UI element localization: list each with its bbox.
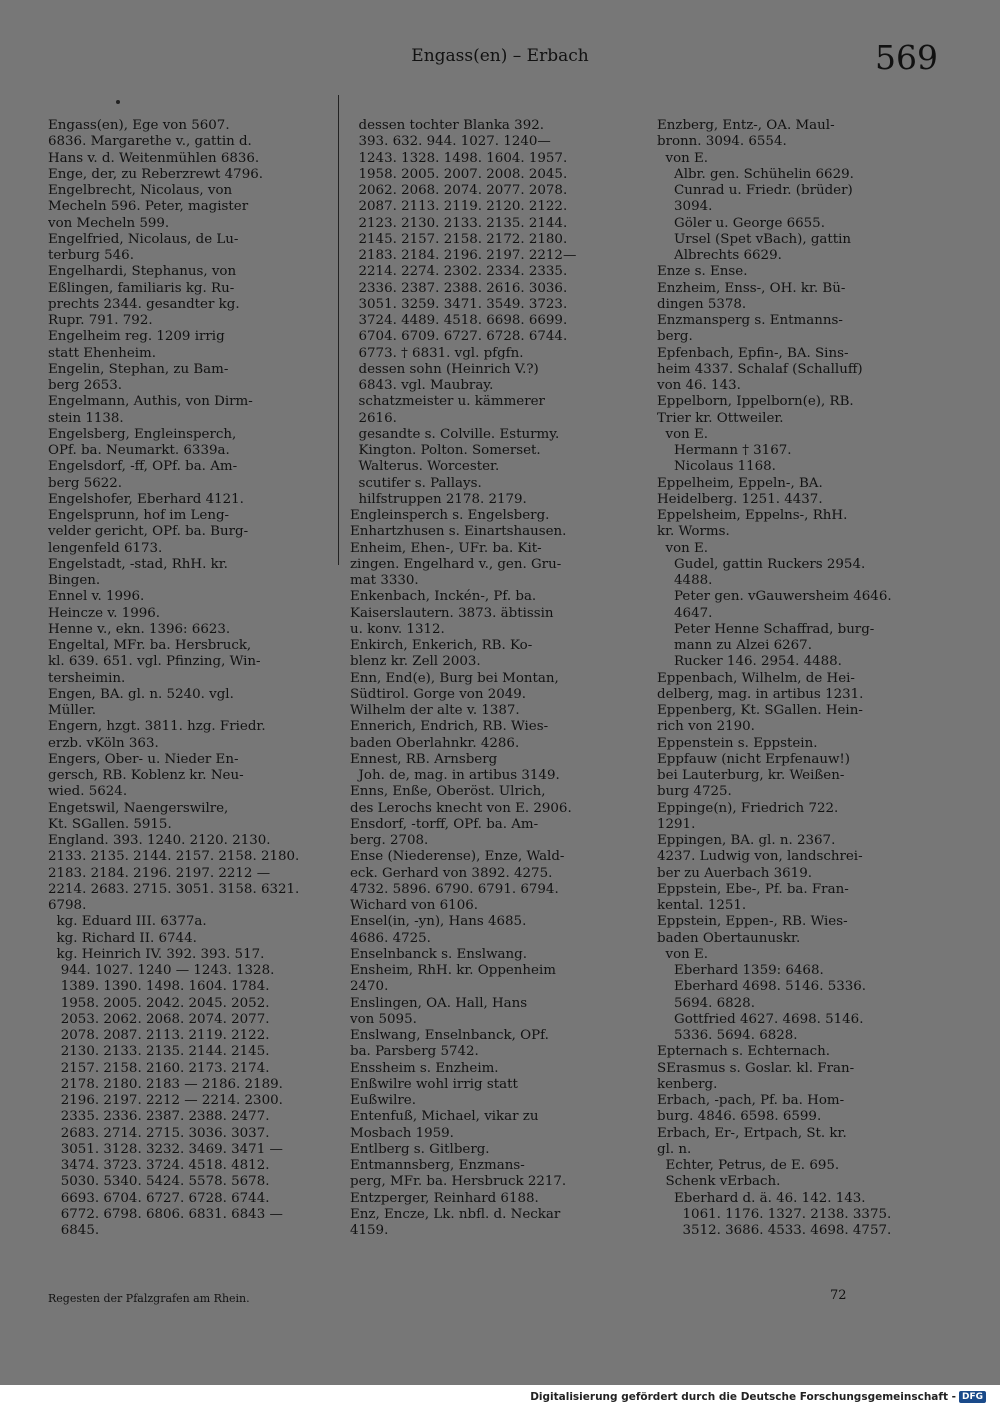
index-column-2: [350, 118, 628, 1239]
index-line: Schenk vErbach.: [657, 1174, 781, 1190]
index-line: Kaiserslautern. 3873. äbtissin: [350, 605, 554, 621]
index-line: Engers, Ober- u. Nieder En-: [48, 751, 239, 767]
index-line: kl. 639. 651. vgl. Pfinzing, Win-: [48, 654, 261, 670]
index-line: terburg 546.: [48, 248, 134, 263]
index-line: 1958. 2005. 2007. 2008. 2045.: [350, 166, 568, 182]
index-line: 6773. † 6831. vgl. pfgfn.: [350, 345, 524, 361]
index-line: 2053. 2062. 2068. 2074. 2077.: [48, 1011, 270, 1027]
index-line: Engelsberg, Engleinsperch,: [48, 426, 237, 442]
index-line: Eppenstein s. Eppstein.: [657, 735, 818, 751]
index-line: OPf. ba. Neumarkt. 6339a.: [48, 443, 230, 458]
index-line: kg. Eduard III. 6377a.: [48, 914, 207, 930]
index-line: Ensel(in, -yn), Hans 4685.: [350, 914, 527, 930]
index-line: perg, MFr. ba. Hersbruck 2217.: [350, 1174, 567, 1190]
index-line: Eppelborn, Ippelborn(e), RB.: [657, 394, 854, 410]
index-line: 5336. 5694. 6828.: [657, 1028, 798, 1043]
index-line: zingen. Engelhard v., gen. Gru-: [350, 556, 562, 572]
index-line: ber zu Auerbach 3619.: [657, 865, 812, 881]
index-line: 2683. 2714. 2715. 3036. 3037.: [48, 1125, 270, 1141]
index-line: Hermann † 3167.: [657, 443, 792, 458]
index-line: 5030. 5340. 5424. 5578. 5678.: [48, 1174, 270, 1190]
index-line: lengenfeld 6173.: [48, 540, 163, 556]
index-line: Enßwilre wohl irrig statt: [350, 1076, 518, 1092]
index-line: 1291.: [657, 816, 696, 832]
digitization-credit: [530, 1391, 986, 1403]
index-line: Engelfried, Nicolaus, de Lu-: [48, 231, 239, 247]
index-line: burg 4725.: [657, 784, 732, 800]
index-line: 6704. 6709. 6727. 6728. 6744.: [350, 329, 568, 345]
index-line: 1958. 2005. 2042. 2045. 2052.: [48, 995, 270, 1011]
index-line: 6836. Margarethe v., gattin d.: [48, 134, 252, 150]
index-line: 6843. vgl. Maubray.: [350, 378, 494, 393]
index-line: 1243. 1328. 1498. 1604. 1957.: [350, 150, 568, 166]
index-line: 1389. 1390. 1498. 1604. 1784.: [48, 979, 270, 995]
index-line: kg. Richard II. 6744.: [48, 930, 197, 946]
index-line: Enzmansperg s. Entmanns-: [657, 313, 843, 328]
index-line: Engass(en), Ege von 5607.: [48, 118, 230, 133]
index-line: baden Oberlahnkr. 4286.: [350, 735, 520, 751]
index-line: 6693. 6704. 6727. 6728. 6744.: [48, 1190, 270, 1206]
index-line: Hans v. d. Weitenmühlen 6836.: [48, 150, 260, 166]
index-line: 2335. 2336. 2387. 2388. 2477.: [48, 1109, 270, 1125]
index-line: Enzberg, Entz-, OA. Maul-: [657, 118, 835, 133]
index-line: von 46. 143.: [657, 378, 741, 393]
index-line: Eppinge(n), Friedrich 722.: [657, 800, 839, 816]
index-line: 4237. Ludwig von, landschrei-: [657, 849, 863, 865]
index-line: Albrechts 6629.: [657, 248, 782, 263]
index-line: Gudel, gattin Ruckers 2954.: [657, 556, 866, 572]
index-line: prechts 2344. gesandter kg.: [48, 296, 240, 312]
index-line: des Lerochs knecht von E. 2906.: [350, 800, 572, 816]
index-line: Eppstein, Eppen-, RB. Wies-: [657, 914, 848, 930]
index-line: Erbach, -pach, Pf. ba. Hom-: [657, 1093, 845, 1108]
index-line: Eberhard 1359: 6468.: [657, 963, 824, 978]
index-line: 5694. 6828.: [657, 995, 755, 1011]
index-line: von E.: [657, 150, 709, 166]
index-line: 2183. 2184. 2196. 2197. 2212 —: [48, 865, 271, 881]
index-line: u. konv. 1312.: [350, 621, 445, 637]
index-line: ba. Parsberg 5742.: [350, 1044, 479, 1060]
index-line: Eppenbach, Wilhelm, de Hei-: [657, 670, 855, 686]
page-number: 569: [875, 38, 938, 77]
index-line: 6798.: [48, 898, 87, 913]
index-line: Engelshofer, Eberhard 4121.: [48, 491, 244, 507]
index-line: Kt. SGallen. 5915.: [48, 816, 172, 832]
index-line: Südtirol. Gorge von 2049.: [350, 686, 527, 702]
index-line: Engelin, Stephan, zu Bam-: [48, 361, 229, 377]
index-line: Wichard von 6106.: [350, 898, 478, 913]
index-line: dessen tochter Blanka 392.: [350, 118, 544, 133]
index-line: Engelstadt, -stad, RhH. kr.: [48, 556, 228, 572]
index-line: Albr. gen. Schühelin 6629.: [657, 166, 854, 182]
index-line: Engen, BA. gl. n. 5240. vgl.: [48, 686, 234, 702]
index-line: Engelsprunn, hof im Leng-: [48, 508, 230, 523]
index-line: kg. Heinrich IV. 392. 393. 517.: [48, 946, 265, 962]
index-line: Enhartzhusen s. Einartshausen.: [350, 524, 567, 540]
index-line: hilfstruppen 2178. 2179.: [350, 491, 527, 507]
index-line: Enge, der, zu Reberzrewt 4796.: [48, 166, 264, 182]
index-column-3: [657, 118, 935, 1239]
index-line: Engeltal, MFr. ba. Hersbruck,: [48, 638, 252, 653]
index-line: 2616.: [350, 410, 397, 426]
index-line: 2157. 2158. 2160. 2173. 2174.: [48, 1060, 270, 1076]
index-line: 3474. 3723. 3724. 4518. 4812.: [48, 1158, 270, 1173]
index-line: delberg, mag. in artibus 1231.: [657, 686, 864, 702]
index-line: gesandte s. Colville. Esturmy.: [350, 426, 560, 442]
index-line: 4686. 4725.: [350, 930, 431, 946]
index-line: eck. Gerhard von 3892. 4275.: [350, 865, 553, 881]
index-line: Rucker 146. 2954. 4488.: [657, 654, 842, 670]
index-line: berg.: [657, 329, 693, 345]
index-line: Enslwang, Enselnbanck, OPf.: [350, 1028, 549, 1043]
index-line: von Mecheln 599.: [48, 215, 170, 231]
index-line: blenz kr. Zell 2003.: [350, 654, 481, 670]
index-line: Eppelsheim, Eppelns-, RhH.: [657, 508, 848, 523]
index-line: Mosbach 1959.: [350, 1125, 454, 1141]
index-line: 3051. 3128. 3232. 3469. 3471 —: [48, 1141, 283, 1157]
index-line: 2214. 2683. 2715. 3051. 3158. 6321.: [48, 881, 300, 897]
index-line: Engelmann, Authis, von Dirm-: [48, 394, 253, 410]
index-line: 6772. 6798. 6806. 6831. 6843 —: [48, 1206, 283, 1222]
footer-source: Regesten der Pfalzgrafen am Rhein.: [48, 1292, 250, 1305]
index-line: heim 4337. Schalaf (Schalluff): [657, 361, 863, 377]
index-line: dessen sohn (Heinrich V.?): [350, 361, 539, 377]
index-line: Ensheim, RhH. kr. Oppenheim: [350, 963, 556, 978]
index-line: Eppelheim, Eppeln-, BA.: [657, 475, 823, 491]
index-line: bei Lauterburg, kr. Weißen-: [657, 768, 845, 783]
index-line: 3724. 4489. 4518. 6698. 6699.: [350, 313, 568, 328]
page-header-title: Engass(en) – Erbach: [411, 46, 589, 66]
index-line: SErasmus s. Goslar. kl. Fran-: [657, 1060, 855, 1076]
index-line: Engelheim reg. 1209 irrig: [48, 329, 225, 345]
index-line: velder gericht, OPf. ba. Burg-: [48, 524, 249, 540]
index-line: gersch, RB. Koblenz kr. Neu-: [48, 768, 244, 783]
index-line: Ursel (Spet vBach), gattin: [657, 231, 852, 247]
index-line: Heincze v. 1996.: [48, 605, 161, 621]
index-line: 2178. 2180. 2183 — 2186. 2189.: [48, 1076, 283, 1092]
index-line: Peter Henne Schaffrad, burg-: [657, 621, 875, 637]
index-line: kental. 1251.: [657, 898, 747, 913]
index-line: Cunrad u. Friedr. (brüder): [657, 183, 853, 198]
index-line: burg. 4846. 6598. 6599.: [657, 1109, 822, 1125]
index-line: berg 5622.: [48, 475, 123, 491]
index-line: Enze s. Ense.: [657, 264, 748, 280]
index-line: Entenfuß, Michael, vikar zu: [350, 1109, 539, 1125]
index-line: gl. n.: [657, 1141, 692, 1157]
stray-mark: [116, 100, 120, 104]
index-line: Eberhard d. ä. 46. 142. 143.: [657, 1190, 866, 1206]
index-line: 1061. 1176. 1327. 2138. 3375.: [657, 1206, 892, 1222]
dfg-logo: DFG: [959, 1391, 986, 1403]
index-line: mat 3330.: [350, 573, 419, 588]
index-line: Enns, Enße, Oberöst. Ulrich,: [350, 784, 546, 800]
index-line: stein 1138.: [48, 410, 124, 426]
index-line: Eußwilre.: [350, 1093, 416, 1108]
index-line: 2145. 2157. 2158. 2172. 2180.: [350, 231, 568, 247]
index-line: 2214. 2274. 2302. 2334. 2335.: [350, 264, 568, 280]
index-line: 4488.: [657, 573, 713, 588]
index-line: tersheimin.: [48, 670, 126, 686]
index-line: 944. 1027. 1240 — 1243. 1328.: [48, 963, 275, 978]
index-line: Ennest, RB. Arnsberg: [350, 751, 498, 767]
index-line: Enslingen, OA. Hall, Hans: [350, 995, 528, 1011]
index-line: 2183. 2184. 2196. 2197. 2212—: [350, 248, 577, 263]
index-line: Enkenbach, Inckén-, Pf. ba.: [350, 589, 537, 605]
index-line: 2196. 2197. 2212 — 2214. 2300.: [48, 1093, 283, 1108]
column-divider: [338, 95, 339, 565]
index-line: 4159.: [350, 1223, 389, 1238]
index-line: 6845.: [48, 1223, 100, 1238]
index-line: schatzmeister u. kämmerer: [350, 394, 545, 410]
index-line: Trier kr. Ottweiler.: [657, 410, 784, 426]
index-line: 3512. 3686. 4533. 4698. 4757.: [657, 1223, 892, 1238]
index-line: Engelhardi, Stephanus, von: [48, 264, 237, 280]
index-line: Eppingen, BA. gl. n. 2367.: [657, 833, 836, 848]
index-line: von E.: [657, 540, 709, 556]
index-line: Gottfried 4627. 4698. 5146.: [657, 1011, 864, 1027]
index-line: dingen 5378.: [657, 296, 747, 312]
index-line: Enz, Encze, Lk. nbfl. d. Neckar: [350, 1206, 561, 1222]
index-line: von E.: [657, 426, 709, 442]
index-line: erzb. vKöln 363.: [48, 735, 159, 751]
index-line: Engelsdorf, -ff, OPf. ba. Am-: [48, 459, 238, 475]
index-line: Engetswil, Naengerswilre,: [48, 800, 229, 816]
index-line: Mecheln 596. Peter, magister: [48, 199, 249, 215]
index-line: Nicolaus 1168.: [657, 459, 776, 475]
footer-sheet-number: 72: [830, 1288, 847, 1303]
index-line: 4647.: [657, 605, 713, 621]
index-line: Joh. de, mag. in artibus 3149.: [350, 768, 560, 783]
index-line: kr. Worms.: [657, 524, 730, 540]
index-line: Göler u. George 6655.: [657, 215, 825, 231]
index-line: England. 393. 1240. 2120. 2130.: [48, 833, 271, 848]
index-line: kenberg.: [657, 1076, 718, 1092]
index-line: 2078. 2087. 2113. 2119. 2122.: [48, 1028, 270, 1043]
index-line: Müller.: [48, 703, 97, 718]
index-line: Ense (Niederense), Enze, Wald-: [350, 849, 565, 865]
index-line: Eßlingen, familiaris kg. Ru-: [48, 280, 235, 296]
index-line: Erbach, Er-, Ertpach, St. kr.: [657, 1125, 847, 1141]
index-line: Entlberg s. Gitlberg.: [350, 1141, 490, 1157]
index-line: Wilhelm der alte v. 1387.: [350, 703, 520, 718]
index-line: 2062. 2068. 2074. 2077. 2078.: [350, 183, 568, 198]
index-line: Engelbrecht, Nicolaus, von: [48, 183, 233, 198]
index-line: Ensdorf, -torff, OPf. ba. Am-: [350, 816, 539, 832]
index-line: 2470.: [350, 979, 389, 995]
index-line: Kington. Polton. Somerset.: [350, 443, 541, 458]
index-line: Enheim, Ehen-, UFr. ba. Kit-: [350, 540, 542, 556]
index-line: von 5095.: [350, 1011, 417, 1027]
index-line: Peter gen. vGauwersheim 4646.: [657, 589, 892, 605]
index-column-1: [48, 118, 316, 1239]
index-line: Eppfauw (nicht Erpfenauw!): [657, 751, 851, 767]
index-line: Enssheim s. Enzheim.: [350, 1060, 499, 1076]
index-line: Walterus. Worcester.: [350, 459, 500, 475]
index-line: 2336. 2387. 2388. 2616. 3036.: [350, 280, 568, 296]
index-line: scutifer s. Pallays.: [350, 475, 482, 491]
index-line: Eppenberg, Kt. SGallen. Hein-: [657, 703, 863, 718]
index-line: 3051. 3259. 3471. 3549. 3723.: [350, 296, 568, 312]
index-line: Epternach s. Echternach.: [657, 1044, 831, 1060]
index-line: 2087. 2113. 2119. 2120. 2122.: [350, 199, 568, 215]
index-line: wied. 5624.: [48, 784, 128, 800]
index-line: Ennel v. 1996.: [48, 589, 145, 605]
index-line: Enselnbanck s. Enslwang.: [350, 946, 527, 962]
index-line: Henne v., ekn. 1396: 6623.: [48, 621, 231, 637]
index-line: von E.: [657, 946, 709, 962]
index-line: Entmannsberg, Enzmans-: [350, 1158, 525, 1173]
index-line: Eberhard 4698. 5146. 5336.: [657, 979, 867, 995]
index-line: baden Obertaunuskr.: [657, 930, 801, 946]
index-line: bronn. 3094. 6554.: [657, 134, 787, 150]
index-line: 2130. 2133. 2135. 2144. 2145.: [48, 1044, 270, 1060]
index-line: 393. 632. 944. 1027. 1240—: [350, 134, 551, 150]
index-line: Entzperger, Reinhard 6188.: [350, 1190, 539, 1206]
index-line: Enzheim, Enss-, OH. kr. Bü-: [657, 280, 846, 296]
index-line: Bingen.: [48, 573, 101, 588]
index-line: berg. 2708.: [350, 833, 429, 848]
index-line: Echter, Petrus, de E. 695.: [657, 1158, 840, 1173]
index-line: 3094.: [657, 199, 713, 215]
index-line: 2133. 2135. 2144. 2157. 2158. 2180.: [48, 849, 300, 865]
index-line: Epfenbach, Epfin-, BA. Sins-: [657, 345, 849, 361]
index-line: 2123. 2130. 2133. 2135. 2144.: [350, 215, 568, 231]
index-line: Engern, hzgt. 3811. hzg. Friedr.: [48, 719, 266, 735]
index-line: Ennerich, Endrich, RB. Wies-: [350, 719, 549, 735]
index-line: rich von 2190.: [657, 719, 755, 735]
index-line: Enkirch, Enkerich, RB. Ko-: [350, 638, 533, 653]
index-line: statt Ehenheim.: [48, 345, 156, 361]
index-line: Engleinsperch s. Engelsberg.: [350, 508, 550, 523]
index-line: Heidelberg. 1251. 4437.: [657, 491, 823, 507]
index-line: mann zu Alzei 6267.: [657, 638, 812, 653]
index-line: Rupr. 791. 792.: [48, 313, 153, 328]
index-line: Eppstein, Ebe-, Pf. ba. Fran-: [657, 881, 849, 897]
index-line: berg 2653.: [48, 378, 123, 393]
credit-text: Digitalisierung gefördert durch die Deutsche Forschungsgemeinschaft -: [530, 1391, 956, 1403]
index-line: 4732. 5896. 6790. 6791. 6794.: [350, 881, 559, 897]
index-line: Enn, End(e), Burg bei Montan,: [350, 670, 559, 686]
